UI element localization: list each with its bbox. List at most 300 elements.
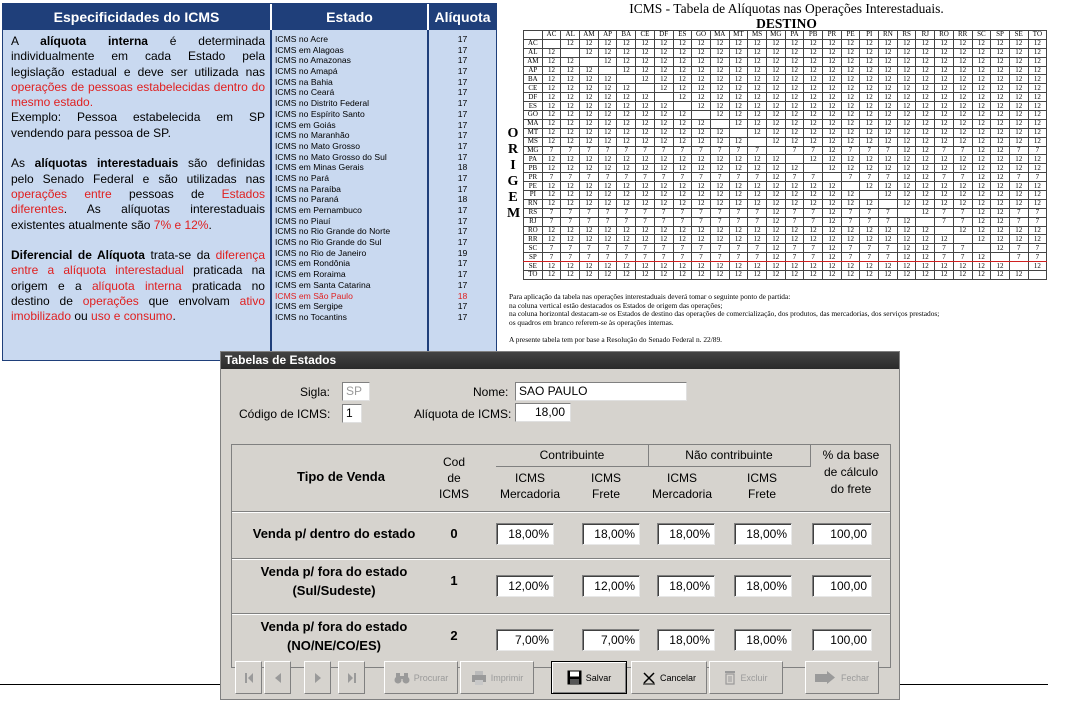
matrix-cell: 12 [972,75,991,84]
matrix-cell: 12 [729,235,748,244]
dialog-titlebar[interactable]: Tabelas de Estados [221,352,899,369]
matrix-cell: 7 [654,244,673,253]
matrix-cell: 7 [953,217,972,226]
matrix-cell: 12 [841,226,860,235]
matrix-cell: 12 [860,137,879,146]
matrix-cell: 12 [953,262,972,271]
matrix-cell: 12 [542,155,561,164]
matrix-cell: 12 [879,271,898,280]
matrix-cell: 12 [580,48,599,57]
matrix-cell [617,75,636,84]
matrix-cell: 12 [729,93,748,102]
matrix-cell: 12 [916,84,935,93]
contribuinte-mercadoria-input[interactable]: 12,00% [496,575,554,597]
matrix-cell: 7 [542,146,561,155]
matrix-cell: 12 [710,271,729,280]
state-row: ICMS no Ceará [275,87,335,98]
state-rate: 17 [457,34,468,44]
matrix-cell: 12 [1009,39,1028,48]
matrix-row-header: TO [524,271,543,280]
matrix-cell: 12 [1028,191,1047,200]
matrix-cell: 7 [1009,253,1028,262]
matrix-cell: 12 [991,119,1010,128]
matrix-cell: 12 [841,119,860,128]
matrix-cell: 12 [860,75,879,84]
matrix-cell: 12 [860,199,879,208]
matrix-cell: 7 [692,244,711,253]
matrix-cell: 12 [766,155,785,164]
matrix-cell: 12 [580,164,599,173]
matrix-cell: 12 [654,271,673,280]
row-label: Venda p/ fora do estado [260,564,408,579]
matrix-cell: 12 [972,262,991,271]
matrix-cell: 12 [841,262,860,271]
nao-contribuinte-frete-input[interactable]: 18,00% [734,523,792,545]
next-record-button[interactable] [304,661,331,694]
matrix-cell: 7 [710,208,729,217]
matrix-cell: 12 [1028,39,1047,48]
matrix-cell: 12 [617,57,636,66]
state-rate: 17 [457,172,468,183]
matrix-cell: 7 [617,208,636,217]
matrix-cell: 12 [953,271,972,280]
matrix-cell: 7 [598,244,617,253]
note-line: A presente tabela tem por base a Resolução do Senado Federal n. 22/89. [509,335,723,345]
matrix-cell: 12 [766,137,785,146]
matrix-cell: 12 [654,164,673,173]
matrix-cell: 12 [617,102,636,111]
matrix-cell: 12 [1028,93,1047,102]
matrix-cell: 12 [1009,155,1028,164]
rates-list [427,30,496,360]
matrix-cell: 12 [897,155,916,164]
header-n-frete-2: Frete [747,487,776,501]
matrix-col-header: PR [823,31,842,40]
salvar-label: Salvar [585,672,612,683]
matrix-cell: 12 [654,39,673,48]
procurar-button[interactable] [384,661,458,694]
matrix-cell: 12 [710,102,729,111]
pct-base-frete-input[interactable]: 100,00 [812,629,872,651]
matrix-cell: 12 [636,128,655,137]
matrix-cell: 12 [935,262,954,271]
matrix-cell: 12 [935,111,954,120]
matrix-cell: 12 [935,137,954,146]
state-row: ICMS em São Paulo [275,290,353,301]
matrix-cell [841,182,860,191]
matrix-cell: 12 [729,155,748,164]
matrix-row-header: PI [524,191,543,200]
matrix-cell: 12 [1009,84,1028,93]
matrix-cell: 12 [804,271,823,280]
previous-record-button[interactable] [264,661,291,694]
matrix-cell: 12 [991,84,1010,93]
matrix-cell: 12 [935,48,954,57]
excluir-button[interactable] [709,661,783,694]
matrix-cell: 12 [710,66,729,75]
matrix-cell: 12 [785,57,804,66]
matrix-cell: 12 [748,226,767,235]
row-label: Venda p/ fora do estado [260,619,408,634]
pct-base-frete-input[interactable]: 100,00 [812,575,872,597]
state-rate: 17 [457,301,468,312]
matrix-cell: 12 [823,191,842,200]
matrix-cell: 7 [729,217,748,226]
matrix-cell: 7 [542,253,561,262]
matrix-cell: 12 [804,199,823,208]
nome-label: Nome: [473,385,509,399]
matrix-cell: 12 [561,262,580,271]
state-rate: 17 [457,87,468,98]
state-row: ICMS em Roraima [275,269,346,280]
matrix-cell: 12 [823,137,842,146]
matrix-cell: 12 [617,84,636,93]
matrix-cell: 12 [897,93,916,102]
state-rate: 17 [457,279,468,290]
matrix-cell: 12 [673,111,692,120]
cancelar-button[interactable] [631,661,707,694]
nao-contribuinte-mercadoria-input[interactable]: 18,00% [657,575,715,597]
matrix-cell: 12 [1009,164,1028,173]
matrix-cell: 7 [617,173,636,182]
matrix-cell: 12 [598,93,617,102]
matrix-cell: 12 [804,93,823,102]
matrix-cell: 12 [692,48,711,57]
matrix-col-header: ES [673,31,692,40]
matrix-cell: 7 [804,173,823,182]
header-tipo-venda: Tipo de Venda [297,469,385,484]
matrix-cell: 12 [542,226,561,235]
matrix-cell: 12 [561,119,580,128]
matrix-cell: 7 [785,173,804,182]
header-c-frete-2: Frete [591,487,620,501]
matrix-cell: 7 [935,208,954,217]
matrix-cell: 12 [729,48,748,57]
matrix-cell: 12 [1028,235,1047,244]
matrix-cell: 12 [879,262,898,271]
matrix-cell: 12 [729,262,748,271]
matrix-cell: 12 [823,66,842,75]
matrix-cell: 12 [1028,128,1047,137]
matrix-cell: 12 [916,244,935,253]
matrix-cell: 12 [1009,199,1028,208]
matrix-cell: 12 [542,84,561,93]
matrix-cell: 7 [841,173,860,182]
matrix-cell: 7 [729,208,748,217]
matrix-cell: 12 [617,235,636,244]
matrix-cell: 7 [729,244,748,253]
matrix-cell: 12 [897,84,916,93]
matrix-cell: 7 [598,173,617,182]
matrix-cell: 7 [935,244,954,253]
state-row: ICMS em Pernambuco [275,205,362,215]
matrix-row-header: DF [524,93,543,102]
matrix-col-header: PI [860,31,879,40]
matrix-cell [879,199,898,208]
matrix-cell: 12 [804,119,823,128]
matrix-cell: 12 [823,146,842,155]
matrix-cell: 12 [542,48,561,57]
matrix-cell: 12 [823,199,842,208]
matrix-cell: 12 [953,57,972,66]
matrix-cell: 12 [953,93,972,102]
matrix-cell: 12 [598,235,617,244]
matrix-cell: 12 [710,57,729,66]
nome-field[interactable]: SAO PAULO [515,382,687,401]
matrix-cell: 7 [710,253,729,262]
matrix-row-header: AP [524,66,543,75]
matrix-cell: 12 [598,137,617,146]
matrix-cell: 12 [879,75,898,84]
matrix-cell: 12 [598,191,617,200]
matrix-cell: 12 [561,128,580,137]
sigla-field[interactable]: SP [342,382,370,401]
matrix-cell: 12 [860,39,879,48]
matrix-cell: 7 [636,217,655,226]
matrix-cell: 12 [972,146,991,155]
matrix-cell: 12 [953,84,972,93]
state-rate: 18 [457,194,468,205]
nao-contribuinte-frete-input[interactable]: 18,00% [734,629,792,651]
matrix-col-header: AP [598,31,617,40]
matrix-cell: 12 [1028,164,1047,173]
matrix-cell: 12 [916,119,935,128]
matrix-cell: 12 [953,182,972,191]
matrix-cell: 12 [879,164,898,173]
matrix-cell: 7 [1028,146,1047,155]
icms-info-panel [2,3,497,361]
matrix-cell: 12 [766,253,785,262]
state-row: ICMS no Pará [275,172,329,183]
matrix-cell: 12 [897,102,916,111]
matrix-cell: 12 [972,199,991,208]
matrix-cell: 12 [766,244,785,253]
matrix-cell: 12 [897,57,916,66]
matrix-cell: 12 [841,164,860,173]
matrix-cell: 12 [766,182,785,191]
matrix-cell: 12 [953,137,972,146]
fechar-button[interactable] [805,661,879,694]
matrix-cell: 12 [860,93,879,102]
matrix-cell: 12 [748,155,767,164]
state-row: ICMS no Acre [275,34,329,44]
contribuinte-mercadoria-input[interactable]: 7,00% [496,629,554,651]
matrix-cell: 12 [542,119,561,128]
matrix-cell: 12 [580,66,599,75]
first-record-button[interactable] [235,661,262,694]
matrix-cell: 12 [897,128,916,137]
matrix-cell: 12 [841,137,860,146]
matrix-cell: 12 [879,182,898,191]
matrix-cell: 12 [561,226,580,235]
matrix-cell: 12 [580,199,599,208]
matrix-cell: 12 [710,75,729,84]
row-sublabel: (Sul/Sudeste) [292,583,376,598]
matrix-cell: 12 [823,262,842,271]
header-pct-base-1: % da base [822,448,880,462]
matrix-cell: 12 [766,164,785,173]
matrix-cell: 12 [860,262,879,271]
matrix-cell: 12 [1009,119,1028,128]
matrix-col-header: BA [617,31,636,40]
matrix-cell: 12 [654,102,673,111]
matrix-cell: 7 [654,253,673,262]
codigo-icms-field[interactable]: 1 [342,404,362,423]
matrix-cell: 12 [991,199,1010,208]
aliquota-icms-field[interactable]: 18,00 [515,403,571,422]
matrix-cell: 12 [1028,84,1047,93]
contribuinte-mercadoria-input[interactable]: 18,00% [496,523,554,545]
matrix-cell: 7 [804,253,823,262]
matrix-cell: 12 [916,75,935,84]
state-rate: 17 [457,237,468,248]
contribuinte-frete-input[interactable]: 7,00% [582,629,640,651]
matrix-cell: 7 [617,146,636,155]
matrix-cell: 12 [692,235,711,244]
matrix-cell: 12 [561,111,580,120]
cancelar-label: Cancelar [659,672,697,683]
matrix-cell: 12 [766,48,785,57]
matrix-cell: 12 [879,155,898,164]
salvar-button[interactable] [551,661,627,694]
matrix-cell: 12 [1009,66,1028,75]
matrix-cell: 12 [580,39,599,48]
matrix-cell: 12 [935,66,954,75]
matrix-cell: 12 [598,119,617,128]
matrix-cell: 12 [542,182,561,191]
matrix-cell: 12 [823,164,842,173]
matrix-cell: 12 [1028,262,1047,271]
matrix-cell: 12 [804,226,823,235]
paragraph-aliquota-interna: A alíquota interna é determinada individualmente em cada Estado pela legislação estadual e deve ser utilizada nas operações de pessoas estabelecidas dentro do mesmo estado. Exemplo: Pessoa estabelecida em SP vendendo para pessoa de SP. [11,34,265,140]
matrix-cell: 12 [916,146,935,155]
matrix-cell: 12 [804,137,823,146]
matrix-cell: 12 [692,66,711,75]
matrix-cell: 7 [654,208,673,217]
state-row: ICMS em Minas Gerais [275,162,364,173]
imprimir-label: Imprimir [490,672,524,683]
matrix-cell: 12 [692,84,711,93]
header-aliquota: Alíquota [427,4,496,30]
pct-base-frete-input[interactable]: 100,00 [812,523,872,545]
matrix-cell: 7 [1009,217,1028,226]
matrix-col-header: RS [897,31,916,40]
contribuinte-frete-input[interactable]: 12,00% [582,575,640,597]
matrix-cell: 12 [598,84,617,93]
excluir-label: Excluir [740,672,768,683]
matrix-cell: 12 [804,155,823,164]
fechar-label: Fechar [840,672,869,683]
matrix-cell: 12 [748,271,767,280]
matrix-cell: 7 [860,244,879,253]
nao-contribuinte-mercadoria-input[interactable]: 18,00% [657,523,715,545]
matrix-cell: 12 [953,164,972,173]
matrix-cell: 7 [748,253,767,262]
matrix-cell: 7 [598,208,617,217]
matrix-cell: 12 [916,173,935,182]
matrix-cell: 7 [785,244,804,253]
header-c-merc-1: ICMS [515,471,545,485]
matrix-cell: 12 [991,75,1010,84]
matrix-cell: 12 [580,84,599,93]
matrix-cell: 12 [916,182,935,191]
matrix-cell: 12 [860,119,879,128]
matrix-cell: 12 [580,155,599,164]
matrix-row-header: BA [524,75,543,84]
matrix-cell: 12 [1028,119,1047,128]
matrix-cell: 7 [692,173,711,182]
matrix-cell: 12 [561,155,580,164]
printer-icon [471,671,487,685]
matrix-cell: 7 [617,244,636,253]
state-row: ICMS no Rio de Janeiro [275,247,367,258]
matrix-cell: 12 [654,128,673,137]
matrix-cell: 12 [879,39,898,48]
matrix-cell: 12 [916,48,935,57]
last-record-button[interactable] [338,661,365,694]
matrix-cell: 12 [1028,75,1047,84]
matrix-cell: 12 [580,75,599,84]
matrix-row-header: PR [524,173,543,182]
matrix-cell: 12 [860,66,879,75]
matrix-cell: 7 [673,173,692,182]
matrix-cell: 12 [766,119,785,128]
matrix-cell: 12 [972,102,991,111]
contribuinte-frete-input[interactable]: 18,00% [582,523,640,545]
matrix-cell: 7 [748,208,767,217]
matrix-cell: 12 [636,48,655,57]
matrix-cell: 12 [598,128,617,137]
matrix-row-header: PE [524,182,543,191]
matrix-cell: 7 [1028,244,1047,253]
matrix-cell: 12 [953,39,972,48]
matrix-cell: 7 [598,217,617,226]
matrix-cell: 12 [916,111,935,120]
matrix-cell: 12 [748,235,767,244]
matrix-cell: 12 [692,155,711,164]
matrix-cell: 12 [860,155,879,164]
matrix-cell: 12 [748,48,767,57]
matrix-cell: 12 [1028,111,1047,120]
header-icms: ICMS [439,487,469,501]
matrix-cell: 12 [823,111,842,120]
matrix-cell: 12 [785,271,804,280]
matrix-cell: 12 [710,84,729,93]
matrix-cell: 12 [972,128,991,137]
matrix-cell: 12 [841,199,860,208]
nao-contribuinte-mercadoria-input[interactable]: 18,00% [657,629,715,651]
matrix-cell: 12 [654,66,673,75]
matrix-cell: 12 [561,182,580,191]
matrix-cell: 12 [580,226,599,235]
matrix-cell: 12 [766,75,785,84]
matrix-cell: 12 [972,57,991,66]
matrix-cell [654,93,673,102]
matrix-cell: 12 [1009,137,1028,146]
imprimir-button[interactable] [460,661,534,694]
matrix-cell: 7 [692,208,711,217]
matrix-cell: 12 [748,119,767,128]
matrix-cell: 12 [710,93,729,102]
nao-contribuinte-frete-input[interactable]: 18,00% [734,575,792,597]
matrix-cell: 12 [542,262,561,271]
matrix-cell: 12 [953,226,972,235]
matrix-cell [935,226,954,235]
matrix-cell: 12 [673,262,692,271]
matrix-cell: 7 [860,253,879,262]
matrix-cell: 12 [580,271,599,280]
matrix-cell: 12 [692,262,711,271]
